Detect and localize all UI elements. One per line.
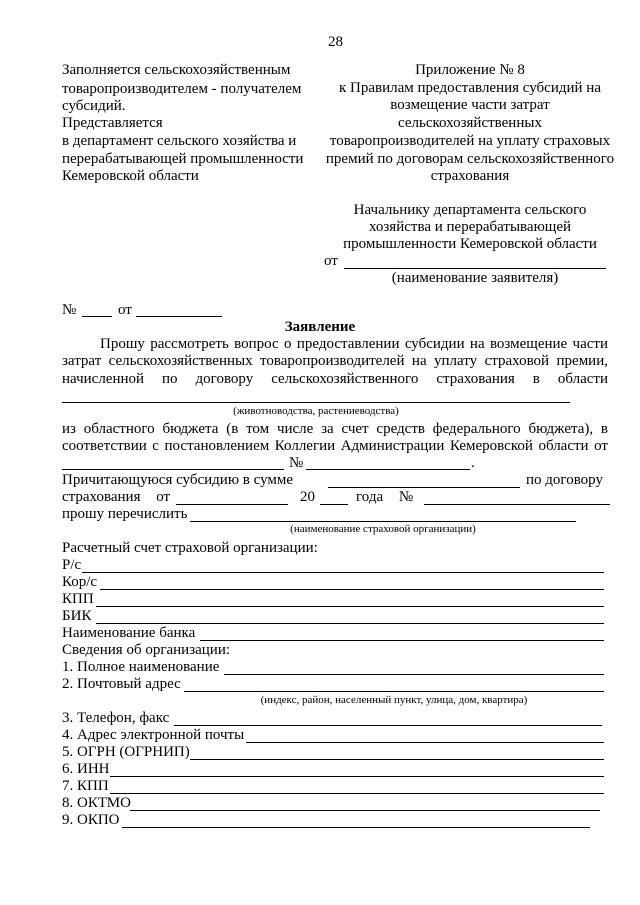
account-field-label: КПП [62, 591, 94, 607]
settlement-account-field[interactable] [82, 572, 604, 573]
sum-label: Причитающуюся субсидию в сумме [62, 472, 294, 488]
resolution-number-label: № [289, 455, 304, 471]
resolution-number-field[interactable] [306, 469, 470, 470]
left-header-line: Представляется [62, 115, 163, 131]
field-of-insurance-field[interactable] [62, 402, 570, 403]
page-number: 28 [328, 34, 343, 50]
appendix-line: сельскохозяйственных [398, 115, 542, 131]
transfer-label: прошу перечислить [62, 506, 188, 522]
body-line: начисленной по договору сельскохозяйственного страхования в области [62, 371, 608, 387]
account-field-label: БИК [62, 608, 92, 624]
org-phone-field[interactable] [174, 725, 602, 726]
left-header-line: субсидий. [62, 98, 126, 114]
body-line: затрат сельскохозяйственных товаропроизводителей на уплату страховой премии, [62, 353, 608, 369]
year-prefix: 20 [300, 489, 315, 505]
number-label: № [62, 302, 77, 318]
org-field-label: 6. ИНН [62, 761, 110, 777]
org-field-label: 4. Адрес электронной почты [62, 727, 245, 743]
org-field-label: 2. Почтовый адрес [62, 676, 181, 692]
left-header-line: перерабатывающей промышленности [62, 151, 304, 167]
resolution-date-field[interactable] [62, 469, 284, 470]
account-field-label: Кор/с [62, 574, 98, 590]
livestock-caption: (животноводства, растениеводства) [233, 405, 399, 417]
appendix-line: возмещение части затрат [390, 97, 550, 113]
subsidy-sum-field[interactable] [328, 487, 520, 488]
left-header-line: в департамент сельского хозяйства и [62, 133, 297, 149]
body-line: Прошу рассмотреть вопрос о предоставлении субсидии на возмещение части [100, 336, 608, 352]
corr-account-field[interactable] [100, 589, 604, 590]
appendix-line: премий по договорам сельскохозяйственного [325, 151, 615, 167]
applicant-caption: (наименование заявителя) [391, 270, 559, 286]
org-field-label: 1. Полное наименование [62, 659, 220, 675]
year-label: года № [356, 489, 414, 505]
body-line: из областного бюджета (в том числе за счет средств федерального бюджета), в [62, 421, 608, 437]
contract-year-field[interactable] [320, 504, 348, 505]
contract-number-field[interactable] [424, 504, 610, 505]
org-field-label: 5. ОГРН (ОГРНИП) [62, 744, 190, 760]
period: . [471, 455, 475, 471]
org-field-label: 9. ОКПО [62, 812, 120, 828]
org-ogrn-field[interactable] [190, 759, 604, 760]
contract-date-field[interactable] [176, 504, 288, 505]
org-email-field[interactable] [246, 742, 604, 743]
contract-label: по договору [526, 472, 603, 488]
insurer-caption: (наименование страховой организации) [290, 523, 476, 535]
left-header-line: Заполняется сельскохозяйственным [62, 62, 291, 78]
org-okpo-field[interactable] [122, 827, 590, 828]
bik-field[interactable] [96, 623, 604, 624]
account-field-label: Наименование банка [62, 625, 196, 641]
org-postal-address-field[interactable] [184, 691, 604, 692]
body-line: соответствии с постановлением Коллегии Администрации Кемеровской области от [62, 438, 608, 454]
addressee-line: промышленности Кемеровской области [343, 236, 597, 252]
appendix-line: страхования [430, 168, 510, 184]
org-kpp-field[interactable] [110, 793, 604, 794]
addressee-line: хозяйства и перерабатывающей [368, 219, 572, 235]
org-field-label: 3. Телефон, факс [62, 710, 170, 726]
address-caption: (индекс, район, населенный пункт, улица, дом, квартира) [260, 694, 528, 706]
insurer-name-field[interactable] [190, 521, 576, 522]
appendix-line: товаропроизводителей на уплату страховых [329, 133, 611, 149]
insurer-kpp-field[interactable] [96, 606, 604, 607]
org-heading: Сведения об организации: [62, 642, 231, 658]
org-field-label: 7. КПП [62, 778, 109, 794]
date-from-label: от [118, 302, 132, 318]
org-field-label: 8. ОКТМО [62, 795, 131, 811]
document-title: Заявление [284, 319, 356, 335]
applicant-name-field[interactable] [344, 268, 606, 269]
org-oktmo-field[interactable] [130, 810, 600, 811]
account-field-label: Р/с [62, 557, 82, 573]
left-header-line: Кемеровской области [62, 168, 199, 184]
appendix-line: к Правилам предоставления субсидий на [338, 80, 601, 96]
left-header-line: товаропроизводителем - получателем [62, 81, 302, 97]
application-number-field[interactable] [82, 316, 112, 317]
from-label: от [324, 253, 338, 269]
bank-name-field[interactable] [200, 640, 604, 641]
org-full-name-field[interactable] [224, 674, 604, 675]
org-inn-field[interactable] [110, 776, 604, 777]
insurance-from-label: страхования от [62, 489, 171, 505]
application-date-field[interactable] [136, 316, 222, 317]
addressee-line: Начальнику департамента сельского [353, 202, 587, 218]
appendix-line: Приложение № 8 [415, 62, 525, 78]
account-heading: Расчетный счет страховой организации: [62, 540, 318, 556]
